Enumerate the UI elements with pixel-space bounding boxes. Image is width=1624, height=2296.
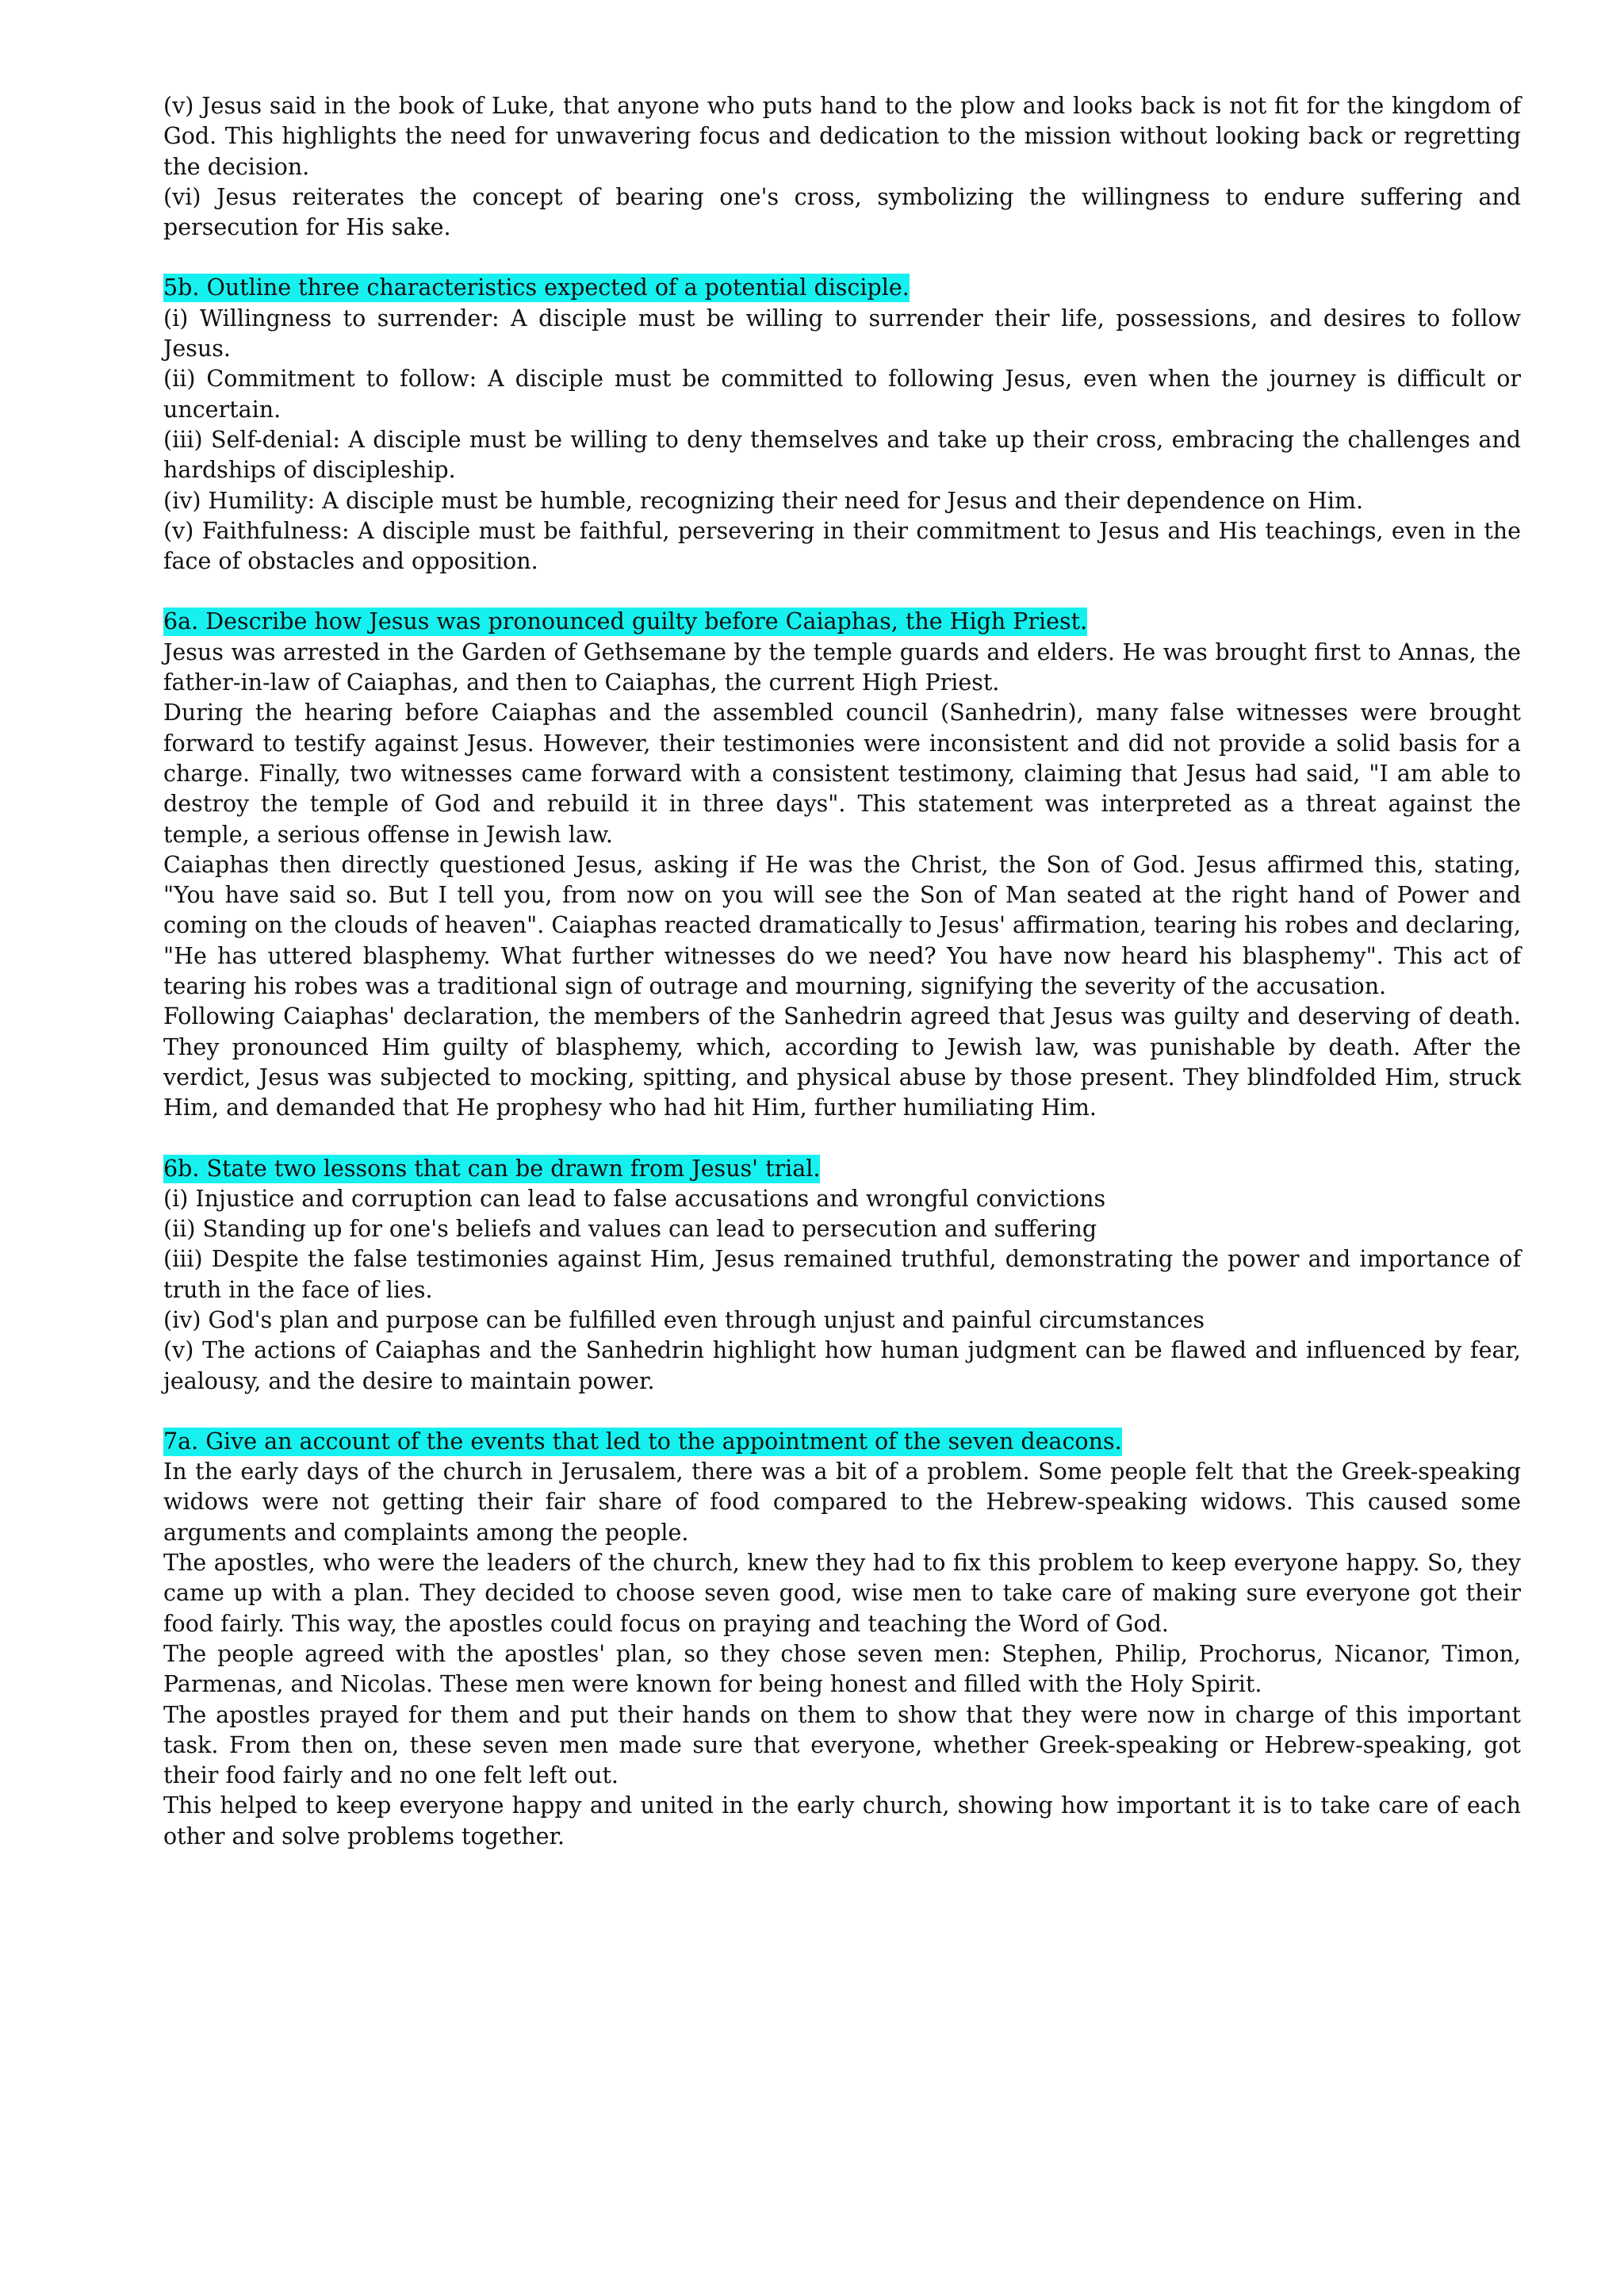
paragraph: (vi) Jesus reiterates the concept of bearing one's cross, symbolizing the willingness to endure suffering and persecution for His sake.	[163, 183, 1521, 241]
paragraph: Following Caiaphas' declaration, the members of the Sanhedrin agreed that Jesus was guilty and deserving of death. They pronounced Him guilty of blasphemy, which, according to Jewish law, was punishable by death. After the verdict, Jesus was subjected to mocking, spitting, and physical abuse by those present. They blindfolded Him, struck Him, and demanded that He prophesy who had hit Him, further humiliating Him.	[163, 1003, 1521, 1121]
paragraph: Caiaphas then directly questioned Jesus, asking if He was the Christ, the Son of God. Jesus affirmed this, stating, "You have said so. But I tell you, from now on you will see the Son of Man seated at the right hand of Power and coming on the clouds of heaven". Caiaphas reacted dramatically to Jesus' affirmation, tearing his robes and declaring, "He has uttered blasphemy. What further witnesses do we need? You have now heard his blasphemy". This act of tearing his robes was a traditional sign of outrage and mourning, signifying the severity of the accusation.	[163, 851, 1521, 1000]
question-heading-line	[163, 1154, 1521, 1184]
section-6a	[163, 607, 1521, 1123]
section-6b	[163, 1154, 1521, 1397]
question-heading-line	[163, 607, 1521, 637]
section-7a	[163, 1427, 1521, 1852]
paragraph: (iv) God's plan and purpose can be fulfilled even through unjust and painful circumstances	[163, 1306, 1205, 1333]
question-heading-5b: 5b. Outline three characteristics expected of a potential disciple.	[163, 274, 910, 301]
paragraph: (iii) Self-denial: A disciple must be willing to deny themselves and take up their cross, embracing the challenges and hardships of discipleship.	[163, 426, 1521, 484]
paragraph: (i) Injustice and corruption can lead to false accusations and wrongful convictions	[163, 1185, 1106, 1212]
paragraph: The apostles, who were the leaders of the church, knew they had to fix this problem to keep everyone happy. So, they came up with a plan. They decided to choose seven good, wise men to take care of making sure everyone got their food fairly. This way, the apostles could focus on praying and teaching the Word of God.	[163, 1550, 1521, 1637]
section-5a-continued	[163, 91, 1521, 243]
paragraph: (v) Jesus said in the book of Luke, that anyone who puts hand to the plow and looks back is not fit for the kingdom of God. This highlights the need for unwavering focus and dedication to the mission without looking back or regretting the decision.	[163, 93, 1521, 180]
paragraph: (ii) Commitment to follow: A disciple must be committed to following Jesus, even when the journey is difficult or uncertain.	[163, 366, 1521, 423]
paragraph: (iv) Humility: A disciple must be humble, recognizing their need for Jesus and their dependence on Him.	[163, 487, 1364, 514]
paragraph: (v) The actions of Caiaphas and the Sanhedrin highlight how human judgment can be flawed and influenced by fear, jealousy, and the desire to maintain power.	[163, 1337, 1521, 1394]
paragraph: The apostles prayed for them and put their hands on them to show that they were now in charge of this important task. From then on, these seven men made sure that everyone, whether Greek-speaking or Hebrew-speaking, got their food fairly and no one felt left out.	[163, 1701, 1521, 1789]
paragraph: The people agreed with the apostles' plan, so they chose seven men: Stephen, Philip, Prochorus, Nicanor, Timon, Parmenas, and Nicolas. These men were known for being honest and filled with the Holy Spirit.	[163, 1640, 1521, 1698]
paragraph: (ii) Standing up for one's beliefs and values can lead to persecution and suffering	[163, 1216, 1097, 1243]
section-5b	[163, 273, 1521, 577]
question-heading-7a: 7a. Give an account of the events that led to the appointment of the seven deacons.	[163, 1428, 1122, 1455]
question-heading-line	[163, 273, 1521, 303]
question-heading-line	[163, 1427, 1521, 1457]
question-heading-6b: 6b. State two lessons that can be drawn from Jesus' trial.	[163, 1155, 821, 1182]
paragraph: During the hearing before Caiaphas and the assembled council (Sanhedrin), many false witnesses were brought forward to testify against Jesus. However, their testimonies were inconsistent and did not provide a solid basis for a charge. Finally, two witnesses came forward with a consistent testimony, claiming that Jesus had said, "I am able to destroy the temple of God and rebuild it in three days". This statement was interpreted as a threat against the temple, a serious offense in Jewish law.	[163, 700, 1521, 848]
document-page	[163, 91, 1521, 1852]
paragraph: In the early days of the church in Jerusalem, there was a bit of a problem. Some people felt that the Greek-speaking widows were not getting their fair share of food compared to the Hebrew-speaking widows. This caused some arguments and complaints among the people.	[163, 1458, 1521, 1546]
paragraph: This helped to keep everyone happy and united in the early church, showing how important it is to take care of each other and solve problems together.	[163, 1792, 1521, 1849]
paragraph: (i) Willingness to surrender: A disciple must be willing to surrender their life, possessions, and desires to follow Jesus.	[163, 305, 1521, 362]
paragraph: (v) Faithfulness: A disciple must be faithful, persevering in their commitment to Jesus and His teachings, even in the face of obstacles and opposition.	[163, 517, 1521, 575]
paragraph: (iii) Despite the false testimonies against Him, Jesus remained truthful, demonstrating the power and importance of truth in the face of lies.	[163, 1246, 1521, 1303]
paragraph: Jesus was arrested in the Garden of Gethsemane by the temple guards and elders. He was brought first to Annas, the father-in-law of Caiaphas, and then to Caiaphas, the current High Priest.	[163, 638, 1521, 696]
question-heading-6a: 6a. Describe how Jesus was pronounced guilty before Caiaphas, the High Priest.	[163, 608, 1088, 635]
